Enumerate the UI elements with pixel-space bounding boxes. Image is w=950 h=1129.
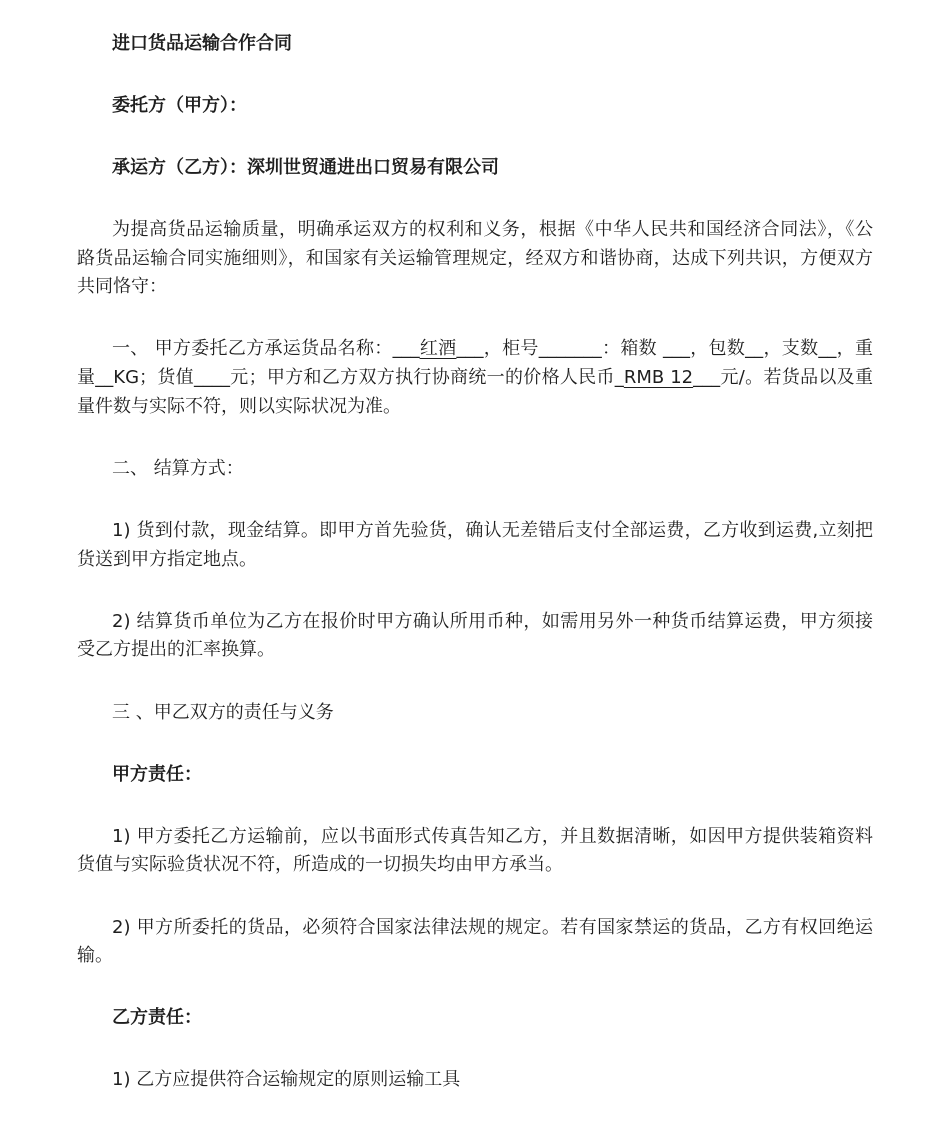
party-a-item-line: 2) 甲方所委托的货品，必须符合国家法律法规的规定。若有国家禁运的货品，乙方有权回绝运	[112, 916, 873, 938]
party-b-item-1	[77, 1066, 873, 1095]
clause-1-paragraph	[77, 335, 873, 421]
clause-3-heading-paragraph	[77, 699, 873, 728]
clause-2-item-line: 货送到甲方指定地点。	[77, 548, 257, 570]
clause-2-heading: 二、 结算方式：	[112, 457, 244, 479]
carrier-paragraph	[77, 154, 873, 183]
client-party-label: 委托方（甲方）：	[112, 94, 247, 116]
clause-2-item-line: 1) 货到付款，现金结算。即甲方首先验货，确认无差错后支付全部运费，乙方收到运费,立刻把	[112, 519, 873, 541]
title-paragraph	[77, 30, 873, 59]
clause-1-line: 量件数与实际不符，则以实际状况为准。	[77, 395, 401, 417]
party-a-item-line: 货值与实际验货状况不符，所造成的一切损失均由甲方承当。	[77, 854, 563, 876]
clause-2-heading-paragraph	[77, 455, 873, 484]
party-a-heading-paragraph	[77, 761, 873, 790]
party-b-responsibilities-heading: 乙方责任：	[112, 1007, 202, 1029]
party-a-item-2	[77, 914, 873, 971]
clause-1-line	[77, 364, 873, 393]
preamble-paragraph	[77, 216, 873, 302]
clause-2-item-2	[77, 608, 873, 665]
party-b-heading-paragraph	[77, 1004, 873, 1033]
document-title: 进口货品运输合作合同	[112, 32, 292, 54]
preamble-line: 路货品运输合同实施细则》，和国家有关运输管理规定，经双方和谐协商，达成下列共识，方便双方	[77, 247, 873, 269]
clause-2-item-line: 受乙方提出的汇率换算。	[77, 639, 275, 661]
party-a-responsibilities-heading: 甲方责任：	[112, 763, 202, 785]
unit-price-field: RMB 12	[623, 367, 694, 389]
clause-2-item-1	[77, 517, 873, 574]
client-paragraph	[77, 92, 873, 121]
party-a-item-line: 1) 甲方委托乙方运输前，应以书面形式传真告知乙方，并且数据清晰，如因甲方提供装箱资料	[112, 825, 873, 847]
clause-3-heading: 三 、甲乙双方的责任与义务	[112, 701, 334, 723]
clause-1-text: ___元/。若货品以及重	[693, 367, 873, 389]
party-b-item-line: 1) 乙方应提供符合运输规定的原则运输工具	[112, 1069, 461, 1091]
cargo-name-field: 红酒	[419, 338, 457, 360]
clause-1-text: ___，柜号_______：箱数 ___，包数__，支数__，重	[456, 338, 873, 360]
clause-1-line	[77, 335, 873, 364]
party-a-item-1	[77, 823, 873, 880]
clause-1-text: 一、 甲方委托乙方承运货品名称：___	[112, 338, 420, 360]
preamble-line: 为提高货品运输质量，明确承运双方的权利和义务，根据《中华人民共和国经济合同法》，《公	[112, 218, 873, 240]
preamble-line: 共同恪守：	[77, 276, 167, 298]
party-a-item-line: 输。	[77, 945, 113, 967]
clause-1-text: 量__KG；货值____元；甲方和乙方双方执行协商统一的价格人民币_	[77, 367, 624, 389]
carrier-party-label: 承运方（乙方）：深圳世贸通进出口贸易有限公司	[112, 156, 499, 178]
clause-2-item-line: 2) 结算货币单位为乙方在报价时甲方确认所用币种，如需用另外一种货币结算运费，甲方须接	[112, 610, 873, 632]
